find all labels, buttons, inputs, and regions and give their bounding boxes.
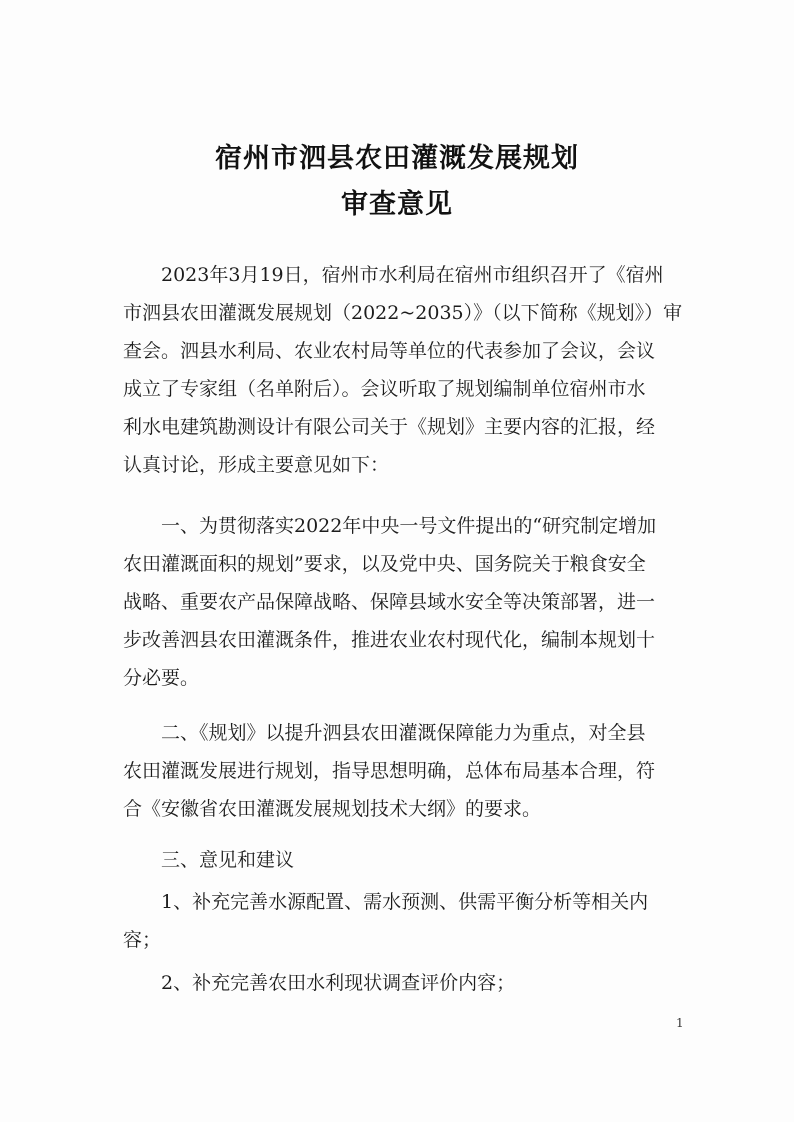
- paragraph-line: 三、意见和建议: [161, 849, 295, 871]
- paragraph-line: 2、补充完善农田水利现状调查评价内容；: [161, 972, 516, 994]
- paragraph-line: 一、为贯彻落实2022年中央一号文件提出的“研究制定增加: [161, 515, 657, 537]
- document-subtitle: 审查意见: [341, 189, 453, 220]
- paragraph-line: 战略、重要农产品保障战略、保障县域水安全等决策部署，进一: [123, 591, 656, 613]
- paragraph-intro: [123, 256, 685, 484]
- paragraph-line: 市泗县农田灌溉发展规划（2022~2035）》（以下简称《规划》）审: [123, 302, 683, 324]
- page-number: 1: [676, 1016, 684, 1030]
- paragraph-line: 农田灌溉发展进行规划，指导思想明确，总体布局基本合理，符: [123, 760, 656, 782]
- paragraph-line: 合《安徽省农田灌溉发展规划技术大纲》的要求。: [123, 798, 542, 820]
- paragraph-line: 分必要。: [123, 667, 200, 689]
- paragraph-item-three-heading: [123, 841, 685, 879]
- paragraph-item-one: [123, 507, 685, 697]
- paragraph-suggestion-one: [123, 883, 685, 959]
- paragraph-item-two: [123, 714, 685, 828]
- paragraph-suggestion-two: [123, 964, 685, 1002]
- document-title: 宿州市泗县农田灌溉发展规划: [215, 143, 579, 174]
- paragraph-line: 利水电建筑勘测设计有限公司关于《规划》主要内容的汇报，经: [123, 416, 656, 438]
- paragraph-line: 容；: [123, 929, 162, 951]
- paragraph-line: 查会。泗县水利局、农业农村局等单位的代表参加了会议，会议: [123, 340, 656, 362]
- paragraph-line: 2023年3月19日，宿州市水利局在宿州市组织召开了《宿州: [161, 264, 664, 286]
- paragraph-line: 农田灌溉面积的规划”要求，以及党中央、国务院关于粮食安全: [123, 553, 646, 575]
- paragraph-line: 1、补充完善水源配置、需水预测、供需平衡分析等相关内: [161, 891, 649, 913]
- paragraph-line: 认真讨论，形成主要意见如下：: [123, 454, 390, 476]
- paragraph-line: 步改善泗县农田灌溉条件，推进农业农村现代化，编制本规划十: [123, 629, 656, 651]
- paragraph-line: 二、《规划》以提升泗县农田灌溉保障能力为重点，对全县: [161, 722, 646, 744]
- paragraph-line: 成立了专家组（名单附后）。会议听取了规划编制单位宿州市水: [123, 378, 646, 400]
